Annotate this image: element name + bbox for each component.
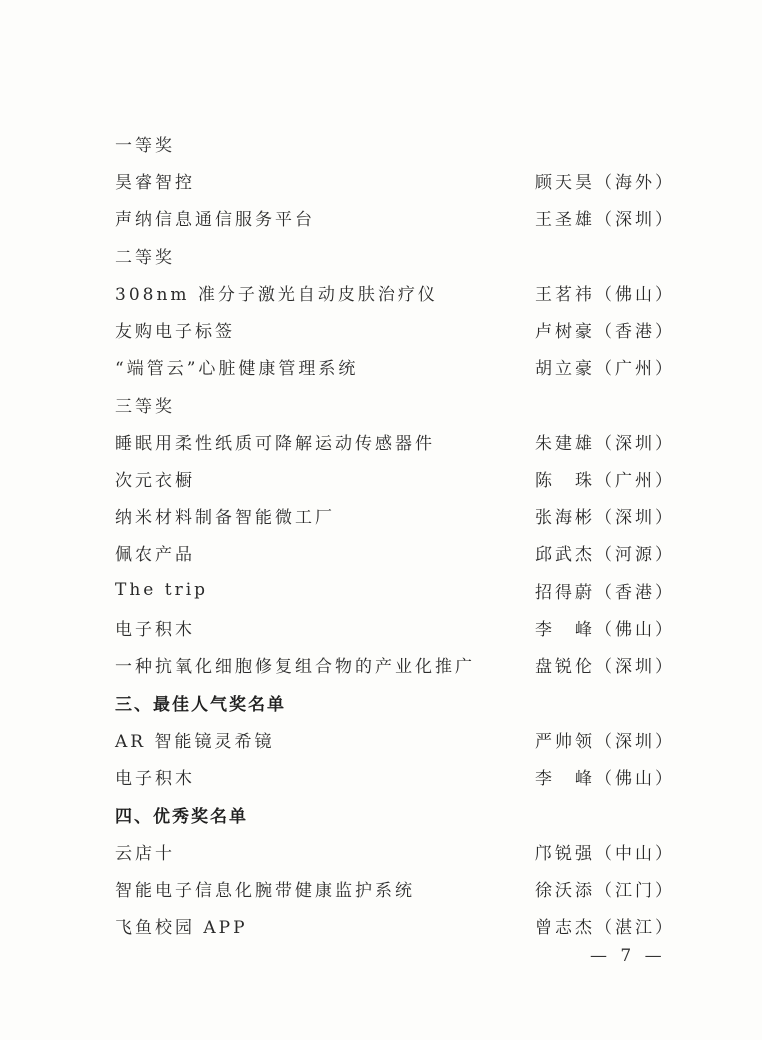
list-item	[115, 612, 675, 642]
project-name: 纳米材料制备智能微工厂	[115, 507, 335, 528]
winner-name: 严帅领（深圳）	[535, 731, 675, 752]
list-item	[115, 724, 675, 754]
winner-name: 顾天昊（海外）	[535, 172, 675, 193]
list-item	[115, 500, 675, 530]
winner-name: 邱武杰（河源）	[535, 544, 675, 565]
project-name: 308nm 准分子激光自动皮肤治疗仪	[115, 284, 438, 305]
page-number: — 7 —	[590, 946, 666, 966]
winner-name: 朱建雄（深圳）	[535, 433, 675, 454]
list-item	[115, 426, 675, 456]
list-item	[115, 649, 675, 679]
project-name: 声纳信息通信服务平台	[115, 209, 315, 230]
list-item	[115, 314, 675, 344]
list-item	[115, 873, 675, 903]
project-name: 智能电子信息化腕带健康监护系统	[115, 880, 415, 901]
section-heading: 二等奖	[115, 247, 175, 268]
list-item	[115, 351, 675, 381]
section-heading-third-prize	[115, 389, 675, 419]
list-item	[115, 463, 675, 493]
section-heading-second-prize	[115, 240, 675, 270]
winner-name: 王茗祎（佛山）	[535, 284, 675, 305]
project-name: 飞鱼校园 APP	[115, 917, 248, 938]
winner-name: 曾志杰（湛江）	[535, 917, 675, 938]
project-name: AR 智能镜灵希镜	[115, 731, 275, 752]
project-name: 次元衣橱	[115, 470, 195, 491]
section-heading-popularity-award	[115, 687, 675, 717]
project-name: “端管云”心脏健康管理系统	[115, 358, 359, 379]
winner-name: 李 峰（佛山）	[535, 619, 675, 640]
list-item	[115, 537, 675, 567]
list-item	[115, 836, 675, 866]
project-name: The trip	[115, 580, 209, 600]
section-heading: 三等奖	[115, 396, 175, 417]
winner-name: 盘锐伦（深圳）	[535, 656, 675, 677]
project-name: 电子积木	[115, 619, 195, 640]
project-name: 友购电子标签	[115, 321, 235, 342]
list-item	[115, 165, 675, 195]
section-heading: 一等奖	[115, 135, 175, 156]
winner-name: 陈 珠（广州）	[535, 470, 675, 491]
winner-name: 招得蔚（香港）	[535, 582, 675, 603]
section-heading: 四、优秀奖名单	[115, 806, 248, 827]
project-name: 昊睿智控	[115, 172, 195, 193]
list-item	[115, 910, 675, 940]
winner-name: 邝锐强（中山）	[535, 843, 675, 864]
list-item	[115, 575, 675, 605]
winner-name: 李 峰（佛山）	[535, 768, 675, 789]
winner-name: 徐沃添（江门）	[535, 880, 675, 901]
winner-name: 胡立豪（广州）	[535, 358, 675, 379]
project-name: 睡眠用柔性纸质可降解运动传感器件	[115, 433, 435, 454]
project-name: 佩农产品	[115, 544, 195, 565]
winner-name: 王圣雄（深圳）	[535, 209, 675, 230]
section-heading: 三、最佳人气奖名单	[115, 694, 286, 715]
winner-name: 卢树豪（香港）	[535, 321, 675, 342]
project-name: 一种抗氧化细胞修复组合物的产业化推广	[115, 656, 475, 677]
section-heading-excellence-award	[115, 799, 675, 829]
project-name: 云店十	[115, 843, 175, 864]
list-item	[115, 202, 675, 232]
list-item	[115, 761, 675, 791]
list-item	[115, 277, 675, 307]
winner-name: 张海彬（深圳）	[535, 507, 675, 528]
project-name: 电子积木	[115, 768, 195, 789]
section-heading-first-prize	[115, 128, 675, 158]
